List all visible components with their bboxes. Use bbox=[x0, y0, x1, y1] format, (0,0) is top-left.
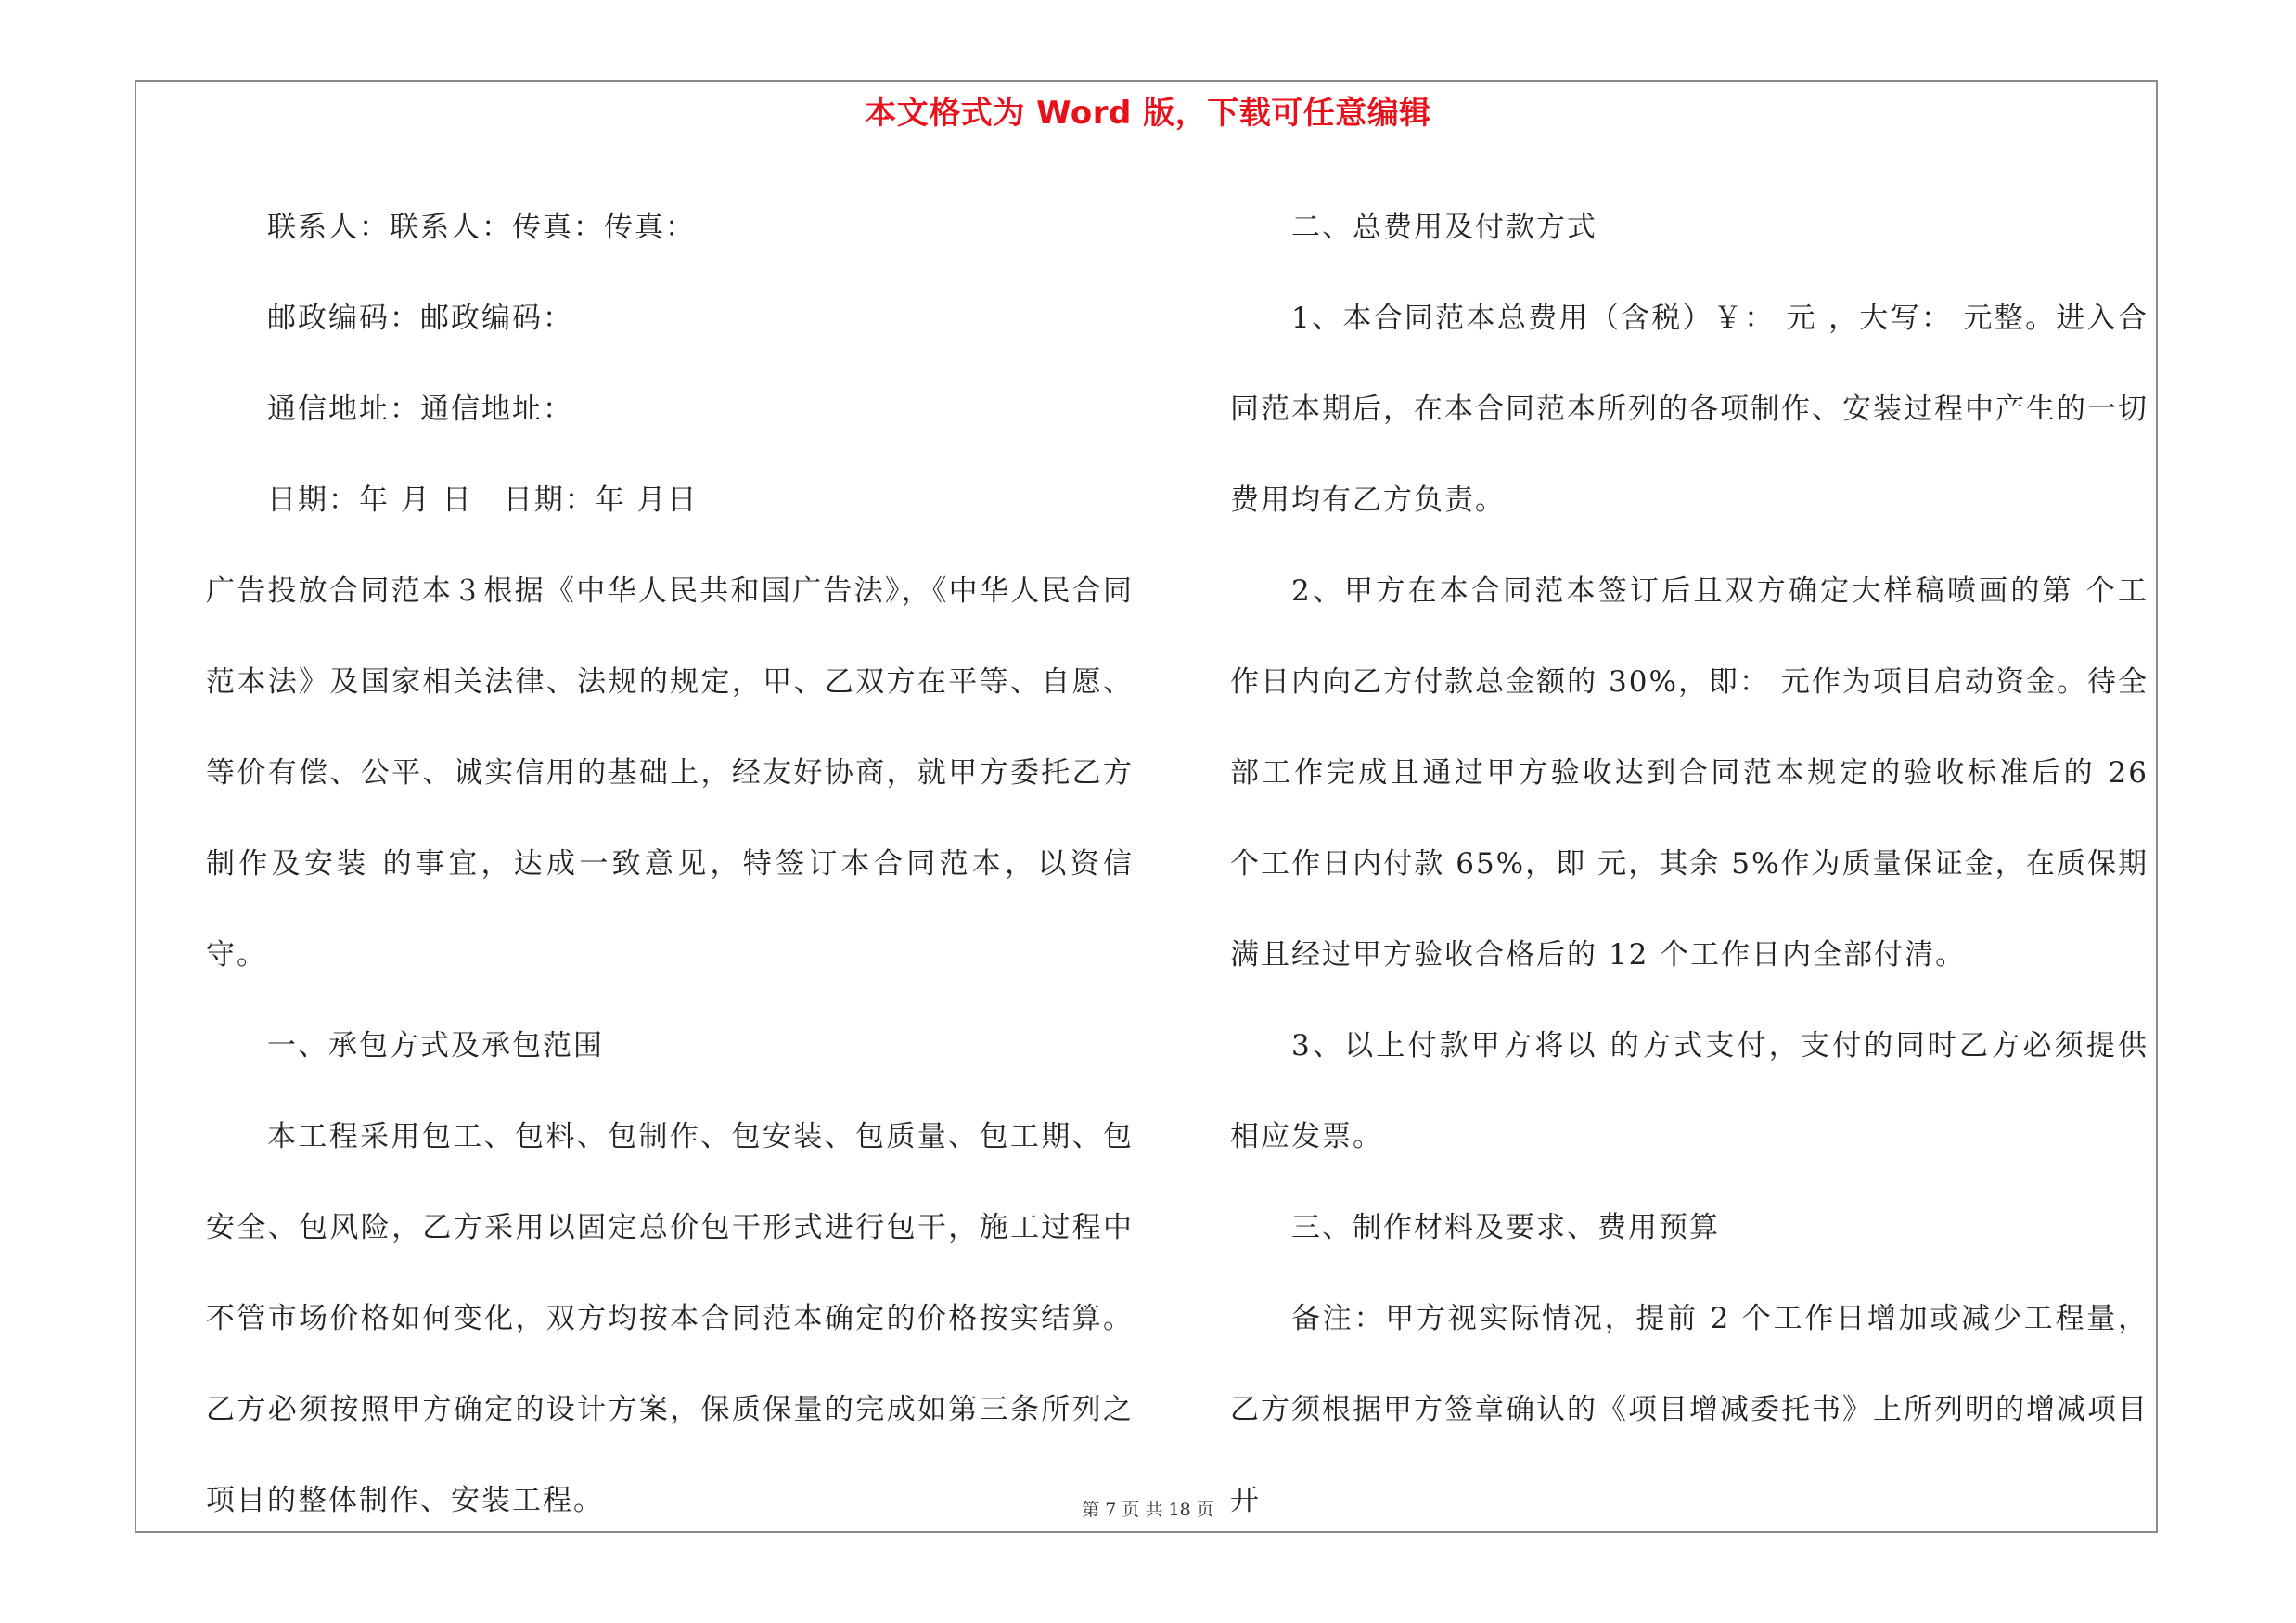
date-line: 日期：年 月 日 日期：年 月日 bbox=[267, 483, 699, 517]
contract-intro-paragraph: 广告投放合同范本３根据《中华人民共和国广告法》，《中华人民合同范本法》及国家相关法律、法规的规定，甲、乙双方在平等、自愿、等价有偿、公平、诚实信用的基础上，经友好协商，就甲方委托乙方制作及安装 的事宜，达成一致意见，特签订本合同范本，以资信守。 bbox=[206, 574, 1134, 972]
address-line: 通信地址：通信地址： bbox=[267, 393, 573, 426]
format-banner: 本文格式为 Word 版，下载可任意编辑 bbox=[865, 95, 1431, 132]
section-3-note: 备注：甲方视实际情况，提前 2 个工作日增加或减少工程量，乙方须根据甲方签章确认的《项目增减委托书》上所列明的增减项目开 bbox=[1230, 1302, 2148, 1517]
clause-2-1: 1、本合同范本总费用（含税）￥： 元 ，大写： 元整。进入合同范本期后，在本合同范本所列的各项制作、安装过程中产生的一切费用均有乙方负责。 bbox=[1230, 302, 2148, 517]
section-3-heading: 三、制作材料及要求、费用预算 bbox=[1291, 1211, 1720, 1244]
left-column bbox=[206, 182, 1134, 1546]
right-column bbox=[1230, 182, 2148, 1546]
clause-2-3: 3、以上付款甲方将以 的方式支付，支付的同时乙方必须提供相应发票。 bbox=[1230, 1029, 2148, 1153]
postcode-line: 邮政编码：邮政编码： bbox=[267, 302, 573, 335]
section-1-heading: 一、承包方式及承包范围 bbox=[267, 1029, 604, 1063]
page-number-footer: 第 7 页 共 18 页 bbox=[1082, 1500, 1214, 1520]
section-1-body: 本工程采用包工、包料、包制作、包安装、包质量、包工期、包安全、包风险，乙方采用以固定总价包干形式进行包干，施工过程中不管市场价格如何变化，双方均按本合同范本确定的价格按实结算。乙方必须按照甲方确定的设计方案，保质保量的完成如第三条所列之项目的整体制作、安装工程。 bbox=[206, 1120, 1134, 1517]
section-2-heading: 二、总费用及付款方式 bbox=[1291, 211, 1597, 244]
contact-line: 联系人：联系人：传真：传真： bbox=[267, 211, 696, 244]
clause-2-2: 2、甲方在本合同范本签订后且双方确定大样稿喷画的第 个工作日内向乙方付款总金额的 30%，即： 元作为项目启动资金。待全部工作完成且通过甲方验收达到合同范本规定的验收标准后的 26 个工作日内付款 65%，即 元，其余 5%作为质量保证金，在质保期满且经过甲方验收合格后的 12 个工作日内全部付清。 bbox=[1230, 574, 2148, 972]
